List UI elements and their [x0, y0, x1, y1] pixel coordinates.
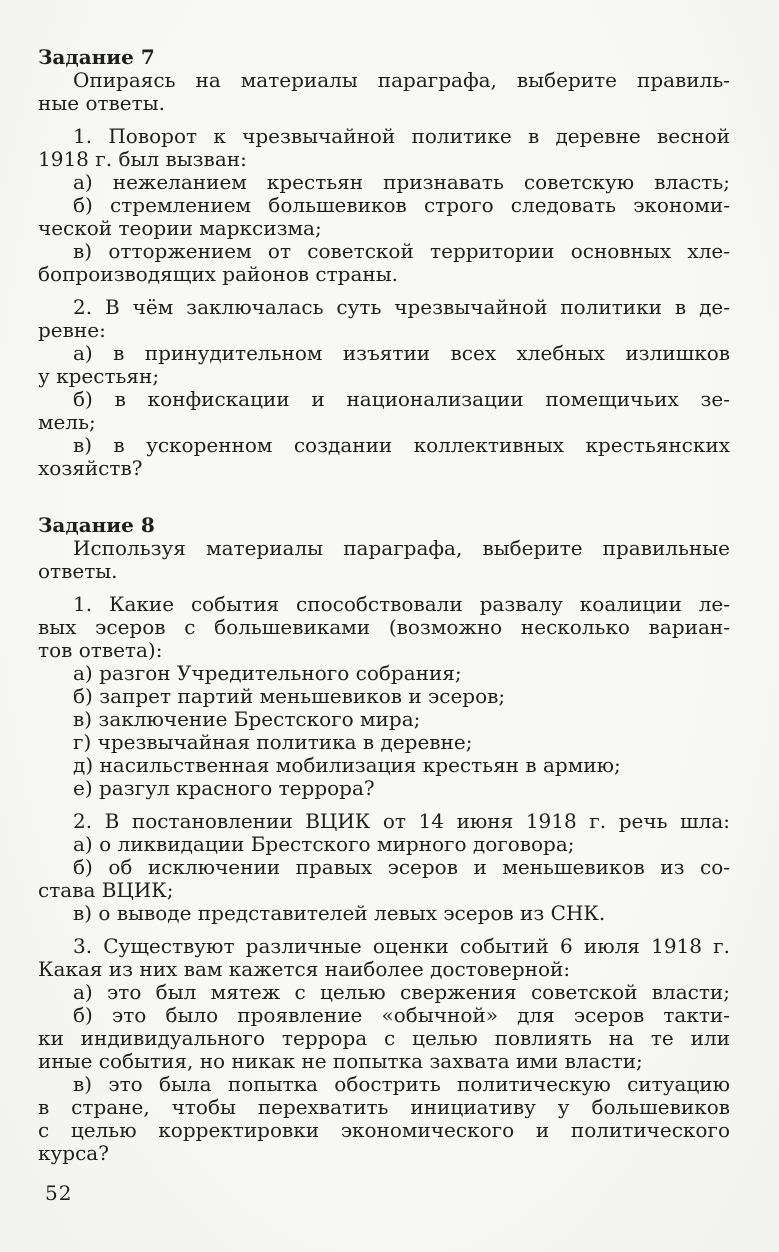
task-8-question-1-line-1: 1. Какие события способствовали развалу коалиции ле- — [73, 592, 730, 616]
task-8-question-1-option-d — [38, 731, 730, 754]
text-column — [38, 46, 730, 1165]
task-7-question-2-option-b — [38, 388, 730, 434]
task-7-question-2-option-c — [38, 434, 730, 480]
task-8-question-2-option-c — [38, 902, 730, 925]
task-8-question-3-option-c — [38, 1073, 730, 1165]
task-7-question-1-option-c-line-2: бопроизводящих районов страны. — [38, 262, 398, 286]
task-8-question-1 — [38, 593, 730, 662]
task-7-question-2-option-c-line-2: хозяйств? — [38, 456, 143, 480]
task-8-question-1-option-a — [38, 662, 730, 685]
task-8-question-1-option-e-line-1: д) насильственная мобилизация крестьян в армию; — [73, 753, 621, 777]
task-7-question-1-option-b-line-2: ческой теории марксизма; — [38, 216, 322, 240]
task-8-heading — [38, 514, 730, 537]
task-8-question-1-option-f — [38, 777, 730, 800]
task-8-question-3-option-c-line-2: в стране, чтобы перехватить инициативу у большевиков — [38, 1095, 730, 1119]
task-7-question-1-option-c-line-1: в) отторжением от советской территории основных хле- — [73, 239, 730, 263]
task-7-question-1-option-a-line-1: а) нежеланием крестьян признавать советскую власть; — [73, 170, 730, 194]
task-8-question-3 — [38, 935, 730, 981]
task-7-intro-line-2: ные ответы. — [38, 91, 165, 115]
task-7-question-2-option-c-line-1: в) в ускоренном создании коллективных крестьянских — [73, 433, 730, 457]
task-8-question-3-option-c-line-1: в) это была попытка обострить политическую ситуацию — [73, 1072, 730, 1096]
task-7-question-1-option-c — [38, 240, 730, 286]
task-8-question-2-option-b-line-2: става ВЦИК; — [38, 878, 174, 902]
task-8-question-1-option-c-line-1: в) заключение Брестского мира; — [73, 707, 421, 731]
task-7-question-2-option-a-line-1: а) в принудительном изъятии всех хлебных излишков — [73, 341, 730, 365]
task-7-intro-line-1: Опираясь на материалы параграфа, выберите правиль- — [73, 68, 730, 92]
task-8-question-2-option-b — [38, 856, 730, 902]
task-8-question-1-option-e — [38, 754, 730, 777]
task-8-question-3-option-a-line-1: а) это был мятеж с целью свержения советской власти; — [73, 980, 730, 1004]
task-7-intro — [38, 69, 730, 115]
task-8-question-2-option-a — [38, 833, 730, 856]
task-8-question-1-option-b-line-1: б) запрет партий меньшевиков и эсеров; — [73, 684, 506, 708]
task-8-question-3-option-a — [38, 981, 730, 1004]
task-7-question-2-line-2: ревне: — [38, 318, 106, 342]
task-8-question-2 — [38, 810, 730, 833]
task-8-question-3-line-2: Какая из них вам кажется наиболее достоверной: — [38, 957, 571, 981]
task-8-question-2-line-1: 2. В постановлении ВЦИК от 14 июня 1918 г. речь шла: — [73, 809, 730, 833]
task-7-question-1-line-1: 1. Поворот к чрезвычайной политике в деревне весной — [73, 124, 730, 148]
page-number: 52 — [45, 1181, 73, 1205]
task-7-question-1-option-a — [38, 171, 730, 194]
task-8-question-3-option-b — [38, 1004, 730, 1073]
task-8-question-3-line-1: 3. Существуют различные оценки событий 6 июля 1918 г. — [73, 934, 730, 958]
task-8-intro — [38, 537, 730, 583]
task-8-question-1-option-a-line-1: а) разгон Учредительного собрания; — [73, 661, 462, 685]
task-8-intro-line-1: Используя материалы параграфа, выберите правильные — [73, 536, 730, 560]
task-7-heading — [38, 46, 730, 69]
task-8-question-1-option-c — [38, 708, 730, 731]
task-8-question-3-option-b-line-2: ки индивидуального террора с целью повлиять на те или — [38, 1026, 730, 1050]
task-8-question-1-option-f-line-1: е) разгул красного террора? — [73, 776, 375, 800]
task-8-heading-line-1: Задание 8 — [38, 513, 155, 537]
task-8-question-3-option-b-line-3: иные события, но никак не попытка захвата ими власти; — [38, 1049, 643, 1073]
task-8-question-2-option-a-line-1: а) о ликвидации Брестского мирного договора; — [73, 832, 575, 856]
task-7-question-2-option-a-line-2: у крестьян; — [38, 364, 160, 388]
task-7-question-2-line-1: 2. В чём заключалась суть чрезвычайной политики в де- — [73, 295, 730, 319]
task-8-question-1-line-3: тов ответа): — [38, 638, 163, 662]
task-7-question-1-line-2: 1918 г. был вызван: — [38, 147, 247, 171]
task-8-question-2-option-c-line-1: в) о выводе представителей левых эсеров из СНК. — [73, 901, 606, 925]
task-8-question-3-option-c-line-4: курса? — [38, 1141, 109, 1165]
task-7-question-2-option-b-line-2: мель; — [38, 410, 96, 434]
task-7-question-2-option-b-line-1: б) в конфискации и национализации помещичьих зе- — [73, 387, 730, 411]
task-8-question-3-option-b-line-1: б) это было проявление «обычной» для эсеров такти- — [73, 1003, 730, 1027]
task-7-question-1-option-b-line-1: б) стремлением большевиков строго следовать экономи- — [73, 193, 730, 217]
task-8-question-1-option-d-line-1: г) чрезвычайная политика в деревне; — [73, 730, 473, 754]
task-8-question-1-line-2: вых эсеров с большевиками (возможно несколько вариан- — [38, 615, 730, 639]
task-7-question-2-option-a — [38, 342, 730, 388]
task-8-intro-line-2: ответы. — [38, 559, 118, 583]
task-8-question-2-option-b-line-1: б) об исключении правых эсеров и меньшевиков из со- — [73, 855, 730, 879]
task-7-question-1 — [38, 125, 730, 171]
task-7-question-1-option-b — [38, 194, 730, 240]
task-8-question-3-option-c-line-3: с целью корректировки экономического и политического — [38, 1118, 730, 1142]
task-7-heading-line-1: Задание 7 — [38, 45, 155, 69]
task-7-question-2 — [38, 296, 730, 342]
task-8-question-1-option-b — [38, 685, 730, 708]
